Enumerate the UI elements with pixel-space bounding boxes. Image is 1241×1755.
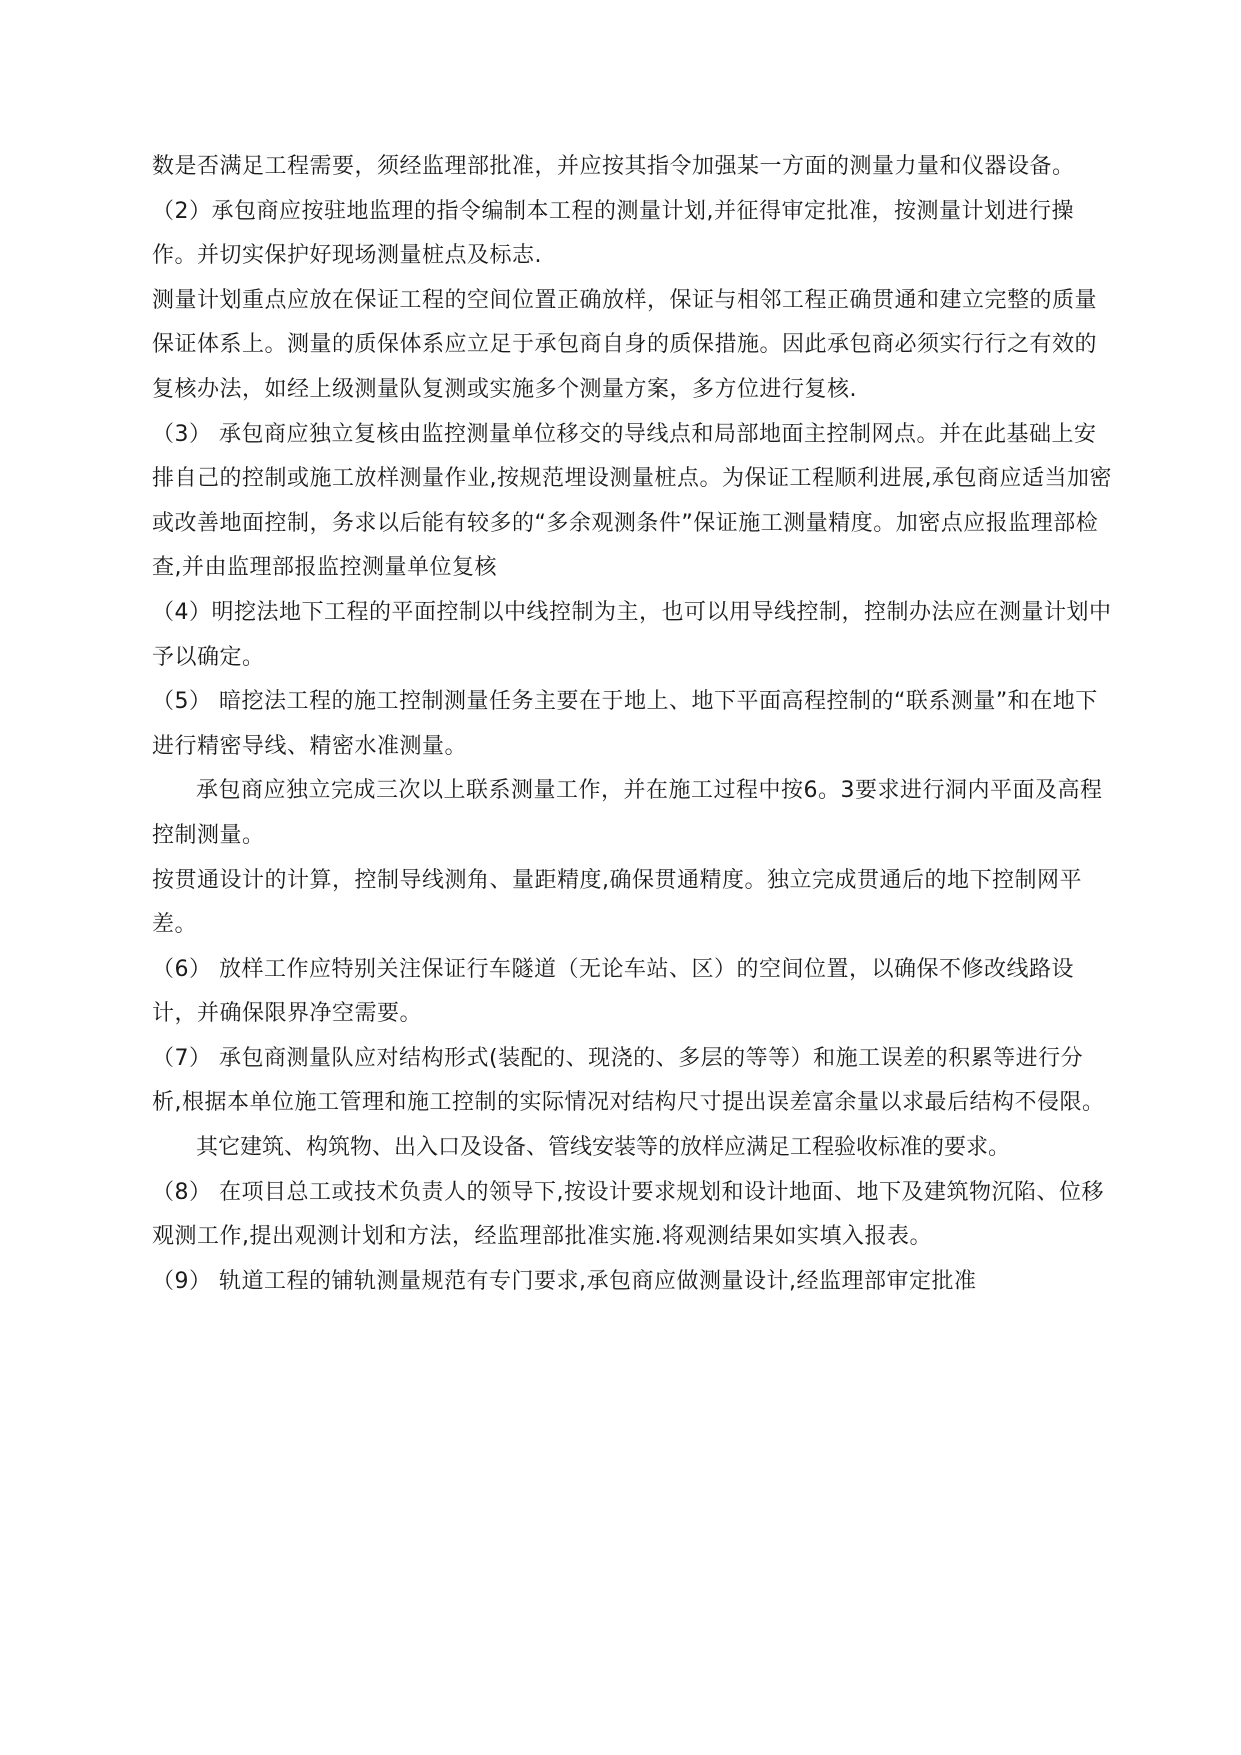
- paragraph-item-5: （5） 暗挖法工程的施工控制测量任务主要在于地上、地下平面高程控制的“联系测量”和在地下进行精密导线、精密水准测量。: [152, 689, 1098, 759]
- paragraph-measurement-plan: 测量计划重点应放在保证工程的空间位置正确放样，保证与相邻工程正确贯通和建立完整的质量保证体系上。测量的质保体系应立足于承包商自身的质保措施。因此承包商必须实行行之有效的复核办法，如经上级测量队复测或实施多个测量方案，多方位进行复核.: [152, 287, 1098, 402]
- paragraph-continuation: 数是否满足工程需要，须经监理部批准，并应按其指令加强某一方面的测量力量和仪器设备。: [152, 154, 1075, 179]
- paragraph-other-buildings: 其它建筑、构筑物、出入口及设备、管线安装等的放样应满足工程验收标准的要求。: [196, 1135, 1011, 1161]
- paragraph-item-7: （7） 承包商测量队应对结构形式(装配的、现浇的、多层的等等）和施工误差的积累等进行分析,根据本单位施工管理和施工控制的实际情况对结构尺寸提出误差富余量以求最后结构不侵限。: [152, 1045, 1105, 1116]
- paragraph-contact-survey: 承包商应独立完成三次以上联系测量工作，并在施工过程中按6。3要求进行洞内平面及高程控制测量。: [152, 778, 1103, 848]
- paragraph-item-2: （2）承包商应按驻地监理的指令编制本工程的测量计划,并征得审定批准，按测量计划进行操作。并切实保护好现场测量桩点及标志.: [152, 198, 1074, 269]
- paragraph-item-9: （9） 轨道工程的铺轨测量规范有专门要求,承包商应做测量设计,经监理部审定批准: [152, 1268, 977, 1294]
- paragraph-item-3: （3） 承包商应独立复核由监控测量单位移交的导线点和局部地面主控制网点。并在此基础上安排自己的控制或施工放样测量作业,按规范埋设测量桩点。为保证工程顺利进展,承包商应适当加密或改善地面控制，务求以后能有较多的“多余观测条件”保证施工测量精度。加密点应报监理部检查,并由监理部报监控测量单位复核: [152, 421, 1112, 581]
- paragraph-item-4: （4）明挖法地下工程的平面控制以中线控制为主，也可以用导线控制，控制办法应在测量计划中予以确定。: [152, 599, 1112, 670]
- paragraph-item-6: （6） 放样工作应特别关注保证行车隧道（无论车站、区）的空间位置，以确保不修改线路设计，并确保限界净空需要。: [152, 956, 1074, 1027]
- paragraph-through-design: 按贯通设计的计算，控制导线测角、量距精度,确保贯通精度。独立完成贯通后的地下控制网平差。: [152, 867, 1082, 938]
- paragraph-item-8: （8） 在项目总工或技术负责人的领导下,按设计要求规划和设计地面、地下及建筑物沉陷、位移观测工作,提出观测计划和方法，经监理部批准实施.将观测结果如实填入报表。: [152, 1179, 1104, 1250]
- document-body: [152, 145, 1112, 1304]
